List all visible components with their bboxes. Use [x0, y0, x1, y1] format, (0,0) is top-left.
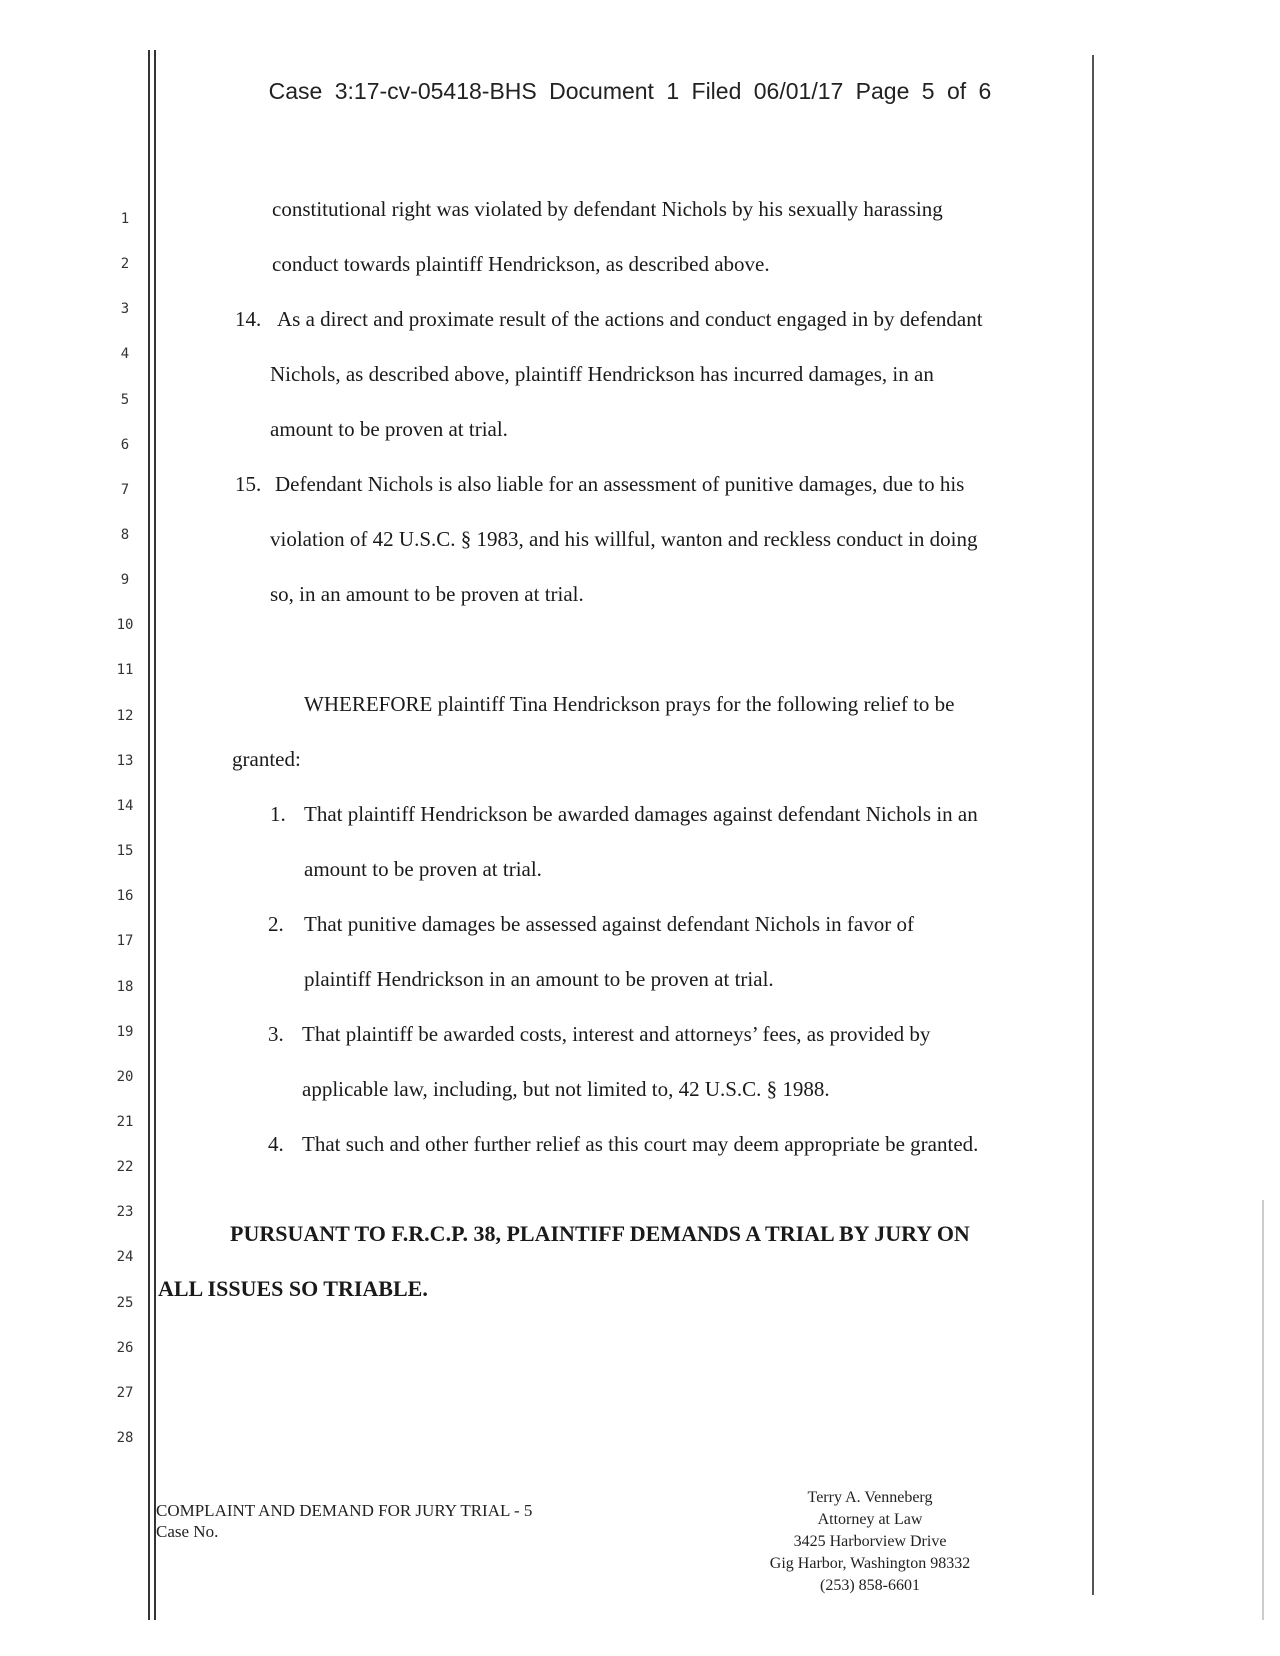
footer-case-no: Case No. [156, 1522, 219, 1541]
paragraph-14-line-3: amount to be proven at trial. [270, 417, 508, 441]
line-number: 6 [120, 437, 130, 453]
relief-2-line-1: That punitive damages be assessed against defendant Nichols in favor of [304, 912, 914, 936]
paragraph-14-line-1: As a direct and proximate result of the actions and conduct engaged in by defendant [277, 307, 983, 331]
line-number: 16 [116, 888, 134, 904]
relief-3-line-2: applicable law, including, but not limited to, 42 U.S.C. § 1988. [302, 1077, 830, 1101]
line-number: 27 [116, 1385, 134, 1401]
line-number: 13 [116, 753, 134, 769]
line-number: 5 [120, 392, 130, 408]
attorney-title: Attorney at Law [817, 1511, 923, 1528]
line-number: 1 [120, 211, 130, 227]
paragraph-13-line-1: constitutional right was violated by defendant Nichols by his sexually harassing [272, 197, 943, 221]
line-number: 19 [116, 1024, 134, 1040]
attorney-name: Terry A. Venneberg [807, 1489, 933, 1506]
case-header: Case 3:17-cv-05418-BHS Document 1 Filed 06/01/17 Page 5 of 6 [268, 78, 992, 104]
line-number: 23 [116, 1204, 134, 1220]
attorney-block [720, 1487, 1020, 1597]
line-number: 21 [116, 1114, 134, 1130]
line-number: 2 [120, 256, 130, 272]
line-number: 14 [116, 798, 134, 814]
attorney-address-1: 3425 Harborview Drive [793, 1533, 947, 1550]
line-number: 3 [120, 301, 130, 317]
left-margin-rule-inner [154, 50, 156, 1620]
relief-3-line-1: That plaintiff be awarded costs, interest and attorneys’ fees, as provided by [302, 1022, 931, 1046]
line-number: 12 [116, 708, 134, 724]
wherefore-line-1: WHEREFORE plaintiff Tina Hendrickson prays for the following relief to be [304, 692, 955, 716]
line-number: 20 [116, 1069, 134, 1085]
line-number: 24 [116, 1249, 134, 1265]
paragraph-15-number: 15. [235, 472, 262, 496]
attorney-phone: (253) 858-6601 [820, 1577, 920, 1594]
left-margin-rule-outer [148, 50, 150, 1620]
footer-title: COMPLAINT AND DEMAND FOR JURY TRIAL - 5 [156, 1501, 533, 1520]
relief-2-number: 2. [268, 912, 284, 936]
line-number: 26 [116, 1340, 134, 1356]
relief-1-number: 1. [270, 802, 286, 826]
line-number: 17 [116, 933, 134, 949]
paragraph-13-line-2: conduct towards plaintiff Hendrickson, as described above. [272, 252, 770, 276]
line-number: 18 [116, 979, 134, 995]
paragraph-14-number: 14. [235, 307, 262, 331]
line-number: 25 [116, 1295, 134, 1311]
relief-1-line-2: amount to be proven at trial. [304, 857, 542, 881]
paragraph-15-line-2: violation of 42 U.S.C. § 1983, and his willful, wanton and reckless conduct in doing [270, 527, 978, 551]
footer-document-title [156, 1500, 532, 1542]
relief-4-number: 4. [268, 1132, 284, 1156]
relief-4-line-1: That such and other further relief as this court may deem appropriate be granted. [302, 1132, 979, 1156]
line-number: 22 [116, 1159, 134, 1175]
paragraph-15-line-1: Defendant Nichols is also liable for an assessment of punitive damages, due to his [275, 472, 965, 496]
relief-2-line-2: plaintiff Hendrickson in an amount to be proven at trial. [304, 967, 774, 991]
line-number: 7 [120, 482, 130, 498]
attorney-address-2: Gig Harbor, Washington 98332 [769, 1555, 971, 1572]
line-number: 9 [120, 572, 130, 588]
line-number: 11 [116, 662, 134, 678]
jury-demand-line-1: PURSUANT TO F.R.C.P. 38, PLAINTIFF DEMANDS A TRIAL BY JURY ON [230, 1221, 970, 1246]
jury-demand-line-2: ALL ISSUES SO TRIABLE. [158, 1276, 428, 1301]
paragraph-14-line-2: Nichols, as described above, plaintiff Hendrickson has incurred damages, in an [270, 362, 934, 386]
relief-1-line-1: That plaintiff Hendrickson be awarded damages against defendant Nichols in an [304, 802, 978, 826]
right-margin-rule [1092, 55, 1094, 1595]
line-number: 8 [120, 527, 130, 543]
wherefore-line-2: granted: [232, 747, 301, 771]
line-number: 10 [116, 617, 134, 633]
scan-edge-mark [1262, 1200, 1264, 1620]
line-number: 4 [120, 346, 130, 362]
relief-3-number: 3. [268, 1022, 284, 1046]
line-number: 28 [116, 1430, 134, 1446]
line-number: 15 [116, 843, 134, 859]
paragraph-15-line-3: so, in an amount to be proven at trial. [270, 582, 584, 606]
